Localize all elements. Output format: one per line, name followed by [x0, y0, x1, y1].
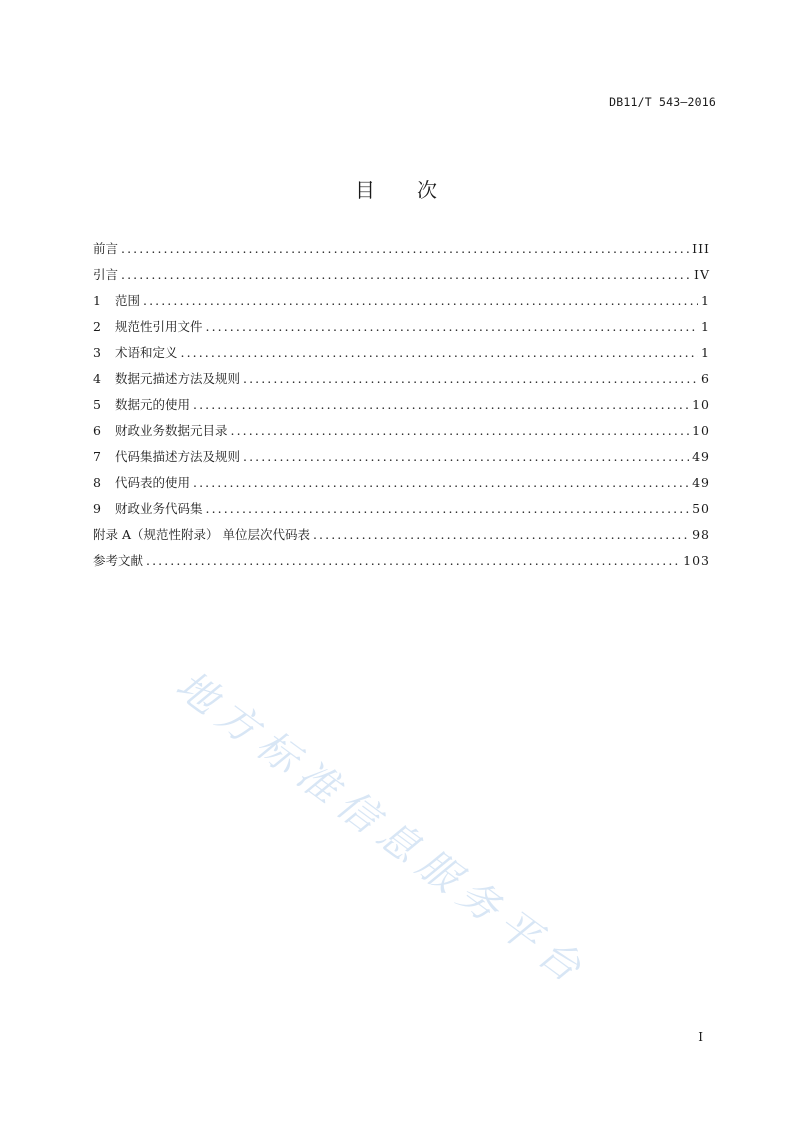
title-char-2: 次 — [417, 178, 437, 202]
toc-label: 规范性引用文件 — [115, 319, 203, 334]
toc-page: 1 — [701, 319, 710, 334]
toc-leader — [121, 236, 689, 262]
toc-entry-7[interactable] — [93, 444, 710, 470]
toc-page: 103 — [683, 553, 710, 568]
toc-label: 财政业务代码集 — [115, 501, 203, 516]
toc-leader — [206, 314, 699, 340]
toc-entry-introduction[interactable] — [93, 262, 710, 288]
toc-leader — [231, 418, 690, 444]
toc-entry-3[interactable] — [93, 340, 710, 366]
toc-entry-appendix-a[interactable] — [93, 522, 710, 548]
toc-page: 49 — [692, 449, 710, 464]
toc-page: 10 — [692, 397, 710, 412]
toc-entry-9[interactable] — [93, 496, 710, 522]
page-number: I — [698, 1030, 703, 1044]
standard-code: DB11/T 543—2016 — [609, 95, 716, 109]
toc-label: 附录 A（规范性附录） 单位层次代码表 — [93, 527, 310, 542]
toc-page: IV — [694, 267, 710, 282]
toc-leader — [143, 288, 698, 314]
toc-leader — [121, 262, 691, 288]
toc-label: 数据元描述方法及规则 — [115, 371, 241, 386]
toc-leader — [206, 496, 690, 522]
toc-entry-6[interactable] — [93, 418, 710, 444]
toc-label: 引言 — [93, 267, 119, 282]
toc-label: 数据元的使用 — [115, 397, 191, 412]
toc-entry-5[interactable] — [93, 392, 710, 418]
toc-number: 4 — [93, 371, 101, 386]
toc-number: 2 — [93, 319, 101, 334]
toc-label: 财政业务数据元目录 — [115, 423, 228, 438]
toc-label: 参考文献 — [93, 553, 144, 568]
toc-label: 代码集描述方法及规则 — [115, 449, 241, 464]
toc-entry-references[interactable] — [93, 548, 710, 574]
toc-label: 术语和定义 — [115, 345, 178, 360]
toc-entry-2[interactable] — [93, 314, 710, 340]
toc-page: 10 — [692, 423, 710, 438]
toc-label: 范围 — [115, 293, 141, 308]
toc-leader — [193, 392, 689, 418]
toc-entry-8[interactable] — [93, 470, 710, 496]
toc-leader — [181, 340, 699, 366]
toc-label: 代码表的使用 — [115, 475, 191, 490]
toc-number: 9 — [93, 501, 101, 516]
toc-page: 98 — [692, 527, 710, 542]
toc-page: 1 — [701, 345, 710, 360]
toc-entry-foreword[interactable] — [93, 236, 710, 262]
toc-number: 1 — [93, 293, 101, 308]
toc-number: 8 — [93, 475, 101, 490]
title-char-1: 目 — [355, 178, 375, 202]
toc-label: 前言 — [93, 241, 119, 256]
toc-page: III — [692, 241, 710, 256]
watermark: 地方标准信息服务平台 — [167, 662, 597, 997]
toc-number: 7 — [93, 449, 101, 464]
toc-page: 50 — [692, 501, 710, 516]
toc-leader — [243, 444, 689, 470]
table-of-contents — [93, 236, 710, 574]
toc-entry-1[interactable] — [93, 288, 710, 314]
toc-leader — [193, 470, 689, 496]
toc-leader — [243, 366, 698, 392]
toc-number: 5 — [93, 397, 101, 412]
toc-leader — [146, 548, 680, 574]
toc-page: 6 — [701, 371, 710, 386]
toc-leader — [313, 522, 689, 548]
toc-number: 6 — [93, 423, 101, 438]
toc-number: 3 — [93, 345, 101, 360]
toc-page: 1 — [701, 293, 710, 308]
toc-page: 49 — [692, 475, 710, 490]
toc-entry-4[interactable] — [93, 366, 710, 392]
page-title — [0, 174, 792, 203]
